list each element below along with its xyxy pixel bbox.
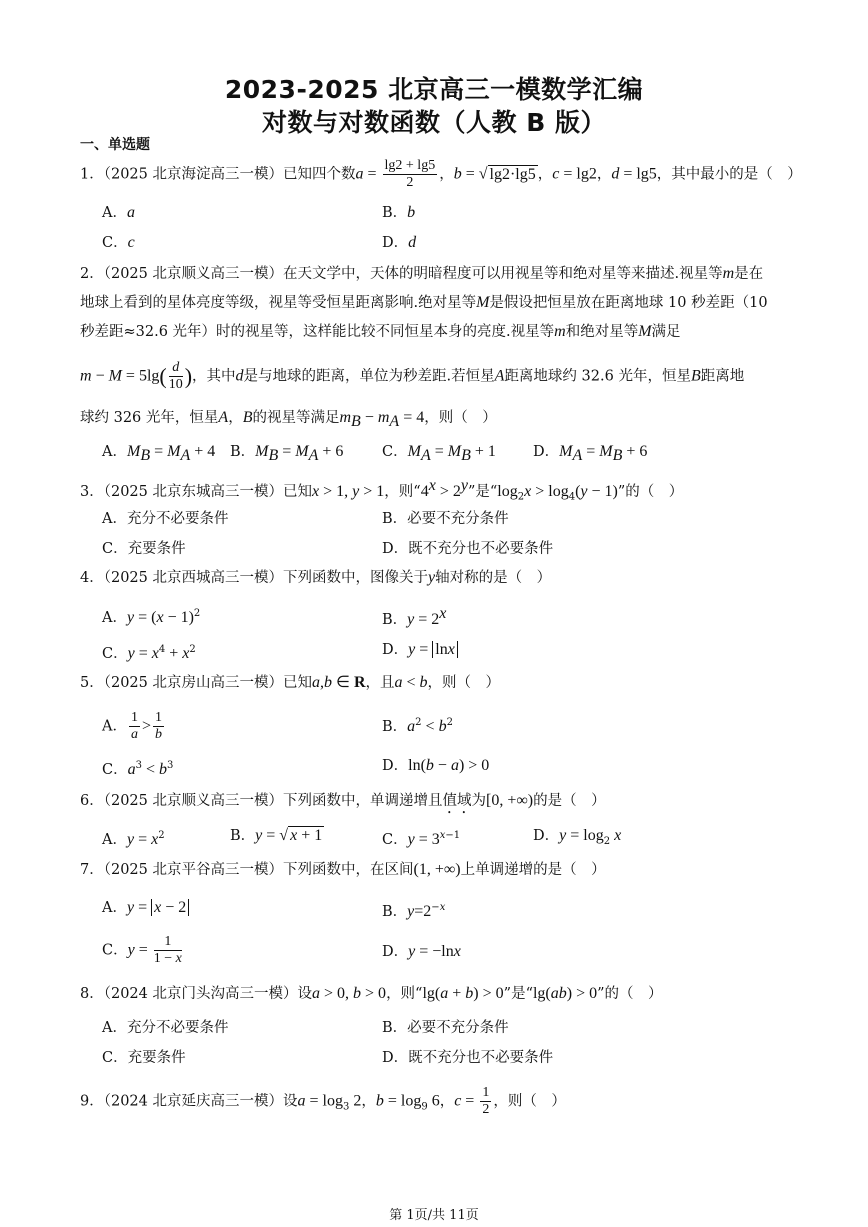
question-8-option-c[interactable]: C．充要条件 — [102, 1050, 186, 1066]
question-8-stem: 8．（2024 北京门头沟高三一模）设a > 0, b > 0，则“lg(a + b) > 0”是“lg(ab) > 0”的（ ） — [80, 985, 663, 1002]
question-7-option-c[interactable]: C．y = $\frac{1}{1 - x}$ — [102, 934, 182, 966]
question-2-stem-line-3: 秒差距≈32.6 光年）时的视星等，这样能比较不同恒星本身的亮度.视星等m和绝对星等M满足 — [80, 323, 681, 340]
question-7-option-a[interactable]: A．y = x − 2 — [102, 897, 189, 919]
question-5-option-a[interactable]: A． $\frac{1}{a}$ > $\frac{1}{b}$ — [102, 710, 163, 742]
document-title: 2023-2025 北京高三一模数学汇编 — [224, 75, 644, 104]
question-1-option-c[interactable]: C．c — [102, 234, 135, 251]
question-8-option-b[interactable]: B．必要不充分条件 — [382, 1020, 509, 1036]
question-2-option-c[interactable]: C．$M_A = M_B + 1$ — [382, 443, 496, 464]
question-4-option-a[interactable]: A．$y = (x - 1)^2$ — [102, 608, 201, 626]
section-heading: 一、单选题 — [80, 137, 150, 153]
question-3-stem: 3．（2025 北京东城高三一模）已知x > 1, y > 1，则“$4^x > 2^y$”是“$\log_2x > \log_4(y - 1)$”的（ ） — [80, 477, 684, 503]
question-5-stem: 5．（2025 北京房山高三一模）已知a,b ∈ R，且a < b，则（ ） — [80, 674, 501, 691]
question-6-option-b[interactable]: B．y = √ x + 1 — [230, 827, 323, 844]
question-8-option-a[interactable]: A．充分不必要条件 — [102, 1020, 229, 1036]
question-6-option-d[interactable]: D．$y = \log_2 x$ — [533, 827, 622, 847]
question-7-option-b[interactable]: B．$y=2^{-x}$ — [382, 902, 446, 920]
question-4-option-b[interactable]: B．$y = 2^x$ — [382, 605, 447, 628]
question-1-option-a[interactable]: A．a — [102, 204, 135, 221]
question-8-option-d[interactable]: D．既不充分也不必要条件 — [382, 1050, 554, 1066]
question-7-stem: 7．（2025 北京平谷高三一模）下列函数中，在区间(1, +∞)上单调递增的是（ ） — [80, 861, 606, 878]
question-4-option-d[interactable]: D．y = lnx — [382, 639, 458, 661]
question-6-option-a[interactable]: A．$y = x^2$ — [102, 830, 165, 848]
question-2-stem-line-5: 球约 326 光年，恒星A，B的视星等满足$m_B - m_A = 4$，则（ ） — [80, 409, 497, 430]
question-6-stem: 6．（2025 北京顺义高三一模）下列函数中，单调递增且值域为[0, +∞)的是（ ） — [80, 792, 606, 809]
question-1-option-d[interactable]: D．d — [382, 234, 417, 251]
question-3-option-b[interactable]: B．必要不充分条件 — [382, 511, 509, 527]
question-2-stem-line-1: 2．（2025 北京顺义高三一模）在天文学中，天体的明暗程度可以用视星等和绝对星等来描述.视星等m是在 — [80, 265, 764, 282]
question-3-option-a[interactable]: A．充分不必要条件 — [102, 511, 229, 527]
question-5-option-c[interactable]: C．$a^3 < b^3$ — [102, 760, 174, 778]
question-2-stem-line-2: 地球上看到的星体亮度等级，视星等受恒星距离影响.绝对星等M是假设把恒星放在距离地球 10 秒差距（10 — [80, 294, 768, 311]
question-5-option-b[interactable]: B．$a^2 < b^2$ — [382, 717, 453, 735]
question-4-option-c[interactable]: C．$y = x^4 + x^2$ — [102, 644, 196, 662]
question-3-option-c[interactable]: C．充要条件 — [102, 541, 186, 557]
question-2-stem-line-4: m − M = 5lg( $\frac{d}{10}$ )，其中d是与地球的距离，单位为秒差距.若恒星A距离地球约 32.6 光年，恒星B距离地 — [80, 360, 745, 392]
question-7-option-d[interactable]: D．y = −lnx — [382, 943, 461, 960]
question-4-stem: 4．（2025 北京西城高三一模）下列函数中，图像关于y轴对称的是（ ） — [80, 569, 552, 586]
question-1-option-b[interactable]: B．b — [382, 204, 416, 221]
question-2-option-b[interactable]: B．$M_B = M_A + 6$ — [230, 443, 344, 464]
question-5-option-d[interactable]: D．ln(b − a) > 0 — [382, 757, 490, 774]
question-9-stem: 9．（2024 北京延庆高三一模）设$a = \log_3 2$，$b = \log_9 6$，c = $\frac{1}{2}$ ，则（ ） — [80, 1085, 566, 1117]
document-subtitle: 对数与对数函数（人教 B 版） — [262, 108, 606, 137]
question-2-option-a[interactable]: A．$M_B = M_A + 4$ — [102, 443, 216, 464]
page-footer: 第 1页/共 11页 — [389, 1208, 479, 1223]
question-6-option-c[interactable]: C．$y = 3^{x-1}$ — [382, 830, 461, 848]
question-2-option-d[interactable]: D．$M_A = M_B + 6$ — [533, 443, 648, 464]
question-3-option-d[interactable]: D．既不充分也不必要条件 — [382, 541, 554, 557]
question-1-stem: 1．（2025 北京海淀高三一模）已知四个数a = $\frac{\lg 2 + \lg 5}{2}$ ，b = √ lg2·lg5 ，c = lg2，d = lg5，其中最小的是（ ） — [80, 158, 802, 190]
